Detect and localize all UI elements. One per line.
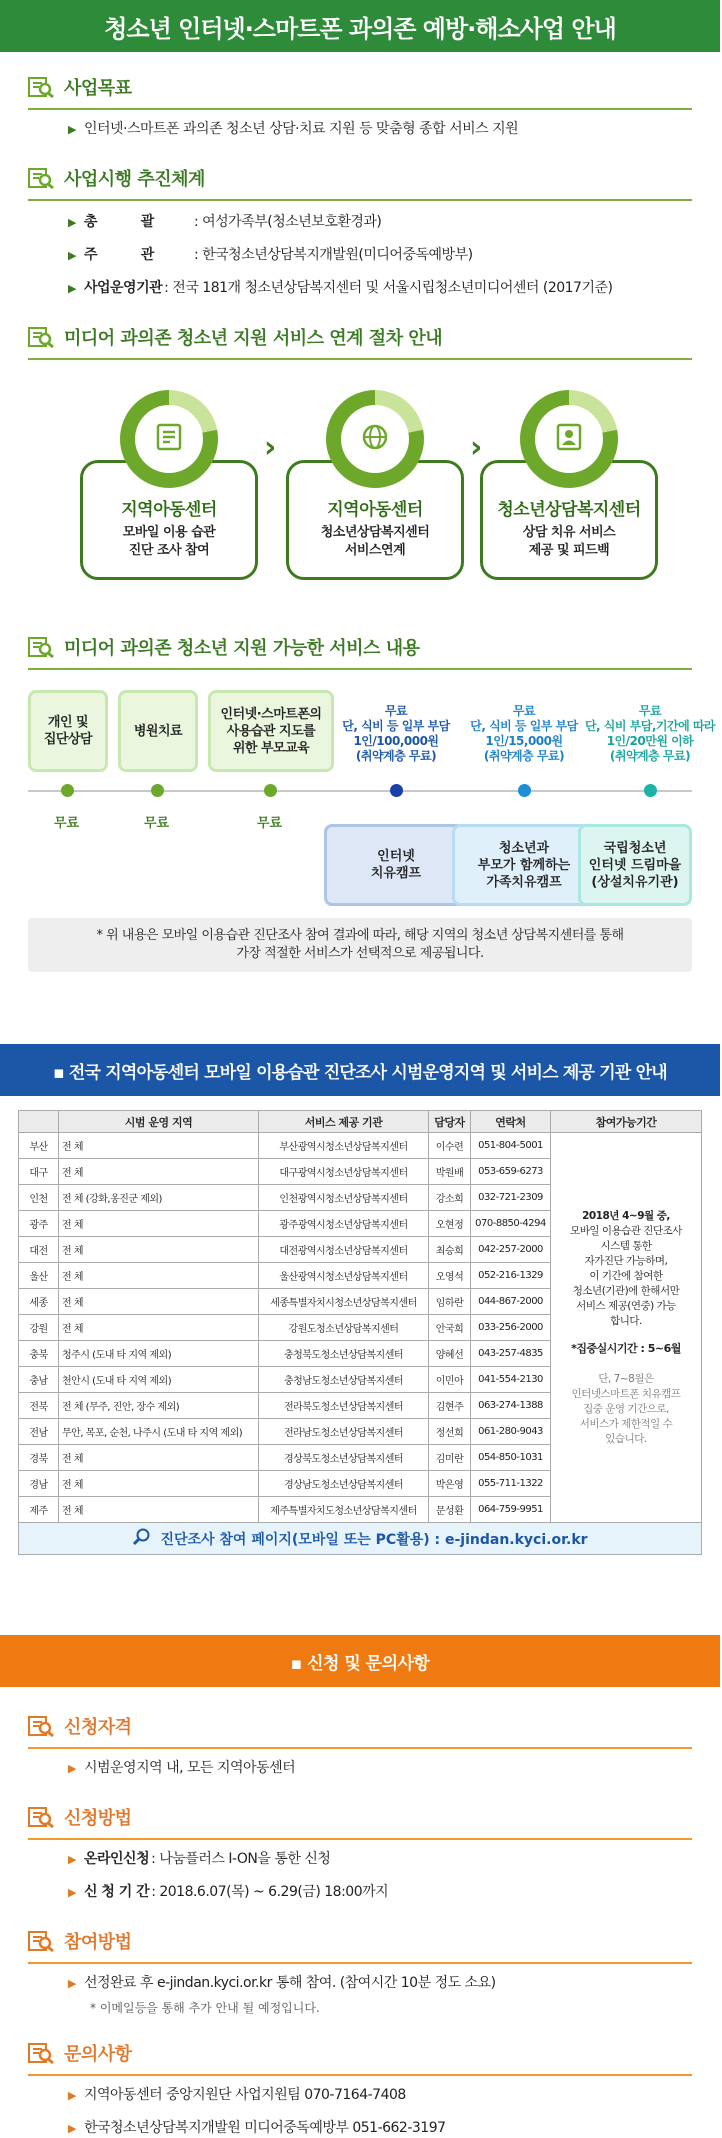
list-item: ▶ 시범운영지역 내, 모든 지역아동센터	[68, 1760, 296, 1776]
service-dream-village: 국립청소년 인터넷 드림마을 (상설치유기관)	[578, 824, 692, 906]
section-participation	[28, 1916, 692, 2016]
area-cell: 천안시 (도내 타 지역 제외)	[59, 1367, 259, 1393]
region-cell: 충남	[19, 1367, 59, 1393]
fee-label: 무료	[54, 816, 80, 831]
magnifier-doc-icon	[28, 76, 54, 98]
search-icon	[132, 1528, 152, 1550]
section-title: 참여방법	[64, 1932, 132, 1953]
phone-cell: 052-216-1329	[471, 1263, 551, 1289]
section-process	[28, 312, 692, 612]
phone-cell: 043-257-4835	[471, 1341, 551, 1367]
timeline-dot	[264, 784, 277, 797]
area-cell: 전 체	[59, 1237, 259, 1263]
section-eligibility	[28, 1701, 692, 1778]
area-cell: 전 체	[59, 1289, 259, 1315]
service-hospital: 병원치료	[118, 690, 198, 772]
agency-cell: 부산광역시청소년상담복지센터	[259, 1133, 429, 1159]
phone-cell: 051-804-5001	[471, 1133, 551, 1159]
phone-cell: 053-659-6273	[471, 1159, 551, 1185]
area-cell: 전 체	[59, 1211, 259, 1237]
section-title: 미디어 과의존 청소년 지원 서비스 연계 절차 안내	[64, 328, 443, 349]
note-text: * 이메일등을 통해 추가 안내 될 예정입니다.	[90, 2001, 320, 2015]
area-cell: 전 체	[59, 1159, 259, 1185]
section-method	[28, 1792, 692, 1902]
area-cell: 전 체 (무주, 진안, 장수 제외)	[59, 1393, 259, 1419]
step-circle	[120, 390, 218, 488]
area-cell: 전 체	[59, 1133, 259, 1159]
agency-cell: 광주광역시청소년상담복지센터	[259, 1211, 429, 1237]
section-header	[28, 312, 692, 360]
agency-cell: 강원도청소년상담복지센터	[259, 1315, 429, 1341]
person-icon	[554, 422, 584, 456]
phone-cell: 063-274-1388	[471, 1393, 551, 1419]
magnifier-doc-icon	[28, 636, 54, 658]
section-header	[28, 2028, 692, 2076]
list-item: ▶ 온라인신청 : 나눔플러스 I-ON을 통한 신청	[68, 1851, 331, 1867]
step-circle	[520, 390, 618, 488]
section-header	[28, 62, 692, 110]
region-cell: 세종	[19, 1289, 59, 1315]
timeline-dot	[390, 784, 403, 797]
manager-cell: 안국희	[429, 1315, 471, 1341]
region-cell: 부산	[19, 1133, 59, 1159]
list-item: ▶ 사업운영기관 : 전국 181개 청소년상담복지센터 및 서울시립청소년미디어센터 (2017기준)	[68, 280, 613, 296]
step-box: 지역아동센터 모바일 이용 습관 진단 조사 참여	[80, 460, 258, 580]
phone-cell: 033-256-2000	[471, 1315, 551, 1341]
agency-cell: 충청남도청소년상담복지센터	[259, 1367, 429, 1393]
list-item: ▶ 선정완료 후 e-jindan.kyci.or.kr 통해 참여. (참여시간 10분 정도 소요)	[68, 1975, 496, 1991]
region-cell: 울산	[19, 1263, 59, 1289]
region-cell: 대구	[19, 1159, 59, 1185]
manager-cell: 양혜선	[429, 1341, 471, 1367]
region-cell: 경북	[19, 1445, 59, 1471]
triangle-bullet-icon: ▶	[68, 123, 76, 136]
service-internet-camp: 인터넷 치유캠프	[324, 824, 468, 906]
manager-cell: 박원배	[429, 1159, 471, 1185]
agency-cell: 대구광역시청소년상담복지센터	[259, 1159, 429, 1185]
triangle-bullet-icon: ▶	[68, 1853, 76, 1866]
section-services	[28, 622, 716, 984]
timeline-dot	[151, 784, 164, 797]
step-box: 지역아동센터 청소년상담복지센터 서비스연계	[286, 460, 464, 580]
section-header	[28, 153, 692, 201]
triangle-bullet-icon: ▶	[68, 249, 76, 262]
magnifier-doc-icon	[28, 167, 54, 189]
list-item: ▶ 지역아동센터 중앙지원단 사업지원팀 070-7164-7408	[68, 2087, 406, 2103]
list-item: ▶ 인터넷·스마트폰 과의존 청소년 상담·치료 지원 등 맞춤형 종합 서비스 지원	[68, 121, 519, 137]
list-item: ▶ 한국청소년상담복지개발원 미디어중독예방부 051-662-3197	[68, 2120, 446, 2136]
area-cell: 무안, 목포, 순천, 나주시 (도내 타 지역 제외)	[59, 1419, 259, 1445]
document-icon	[154, 422, 184, 456]
section-title: 문의사항	[64, 2044, 132, 2065]
agency-cell: 제주특별자치도청소년상담복지센터	[259, 1497, 429, 1523]
phone-cell: 070-8850-4294	[471, 1211, 551, 1237]
section-goal	[28, 62, 692, 139]
area-cell: 전 체	[59, 1263, 259, 1289]
phone-cell: 032-721-2309	[471, 1185, 551, 1211]
triangle-bullet-icon: ▶	[68, 2089, 76, 2102]
region-cell: 대전	[19, 1237, 59, 1263]
agency-cell: 세종특별자치시청소년상담복지센터	[259, 1289, 429, 1315]
section-title: 사업시행 추진체계	[64, 169, 205, 190]
magnifier-doc-icon	[28, 326, 54, 348]
region-cell: 전북	[19, 1393, 59, 1419]
region-cell: 인천	[19, 1185, 59, 1211]
process-steps	[28, 372, 692, 612]
section-title: 사업목표	[64, 78, 132, 99]
period-cell: 2018년 4~9월 중, 모바일 이용습관 진단조사 시스템 통한 자가진단 가능하며, 이 기간에 참여한 청소년(기관)에 한해서만 서비스 제공(연중) 가능 합니다. *집중실시기간 : 5~6월 단, 7~8월은 인터넷스마트폰 치유캠프 집중 운영 기간으로, 서비스가 제한적일 수 있습니다.	[551, 1133, 702, 1523]
apply-section-title: ▪ 신청 및 문의사항	[0, 1635, 720, 1687]
magnifier-doc-icon	[28, 1715, 54, 1737]
phone-cell: 041-554-2130	[471, 1367, 551, 1393]
timeline-dot	[644, 784, 657, 797]
step-circle	[326, 390, 424, 488]
region-cell: 경남	[19, 1471, 59, 1497]
region-table: 시범 운영 지역 서비스 제공 기관 담당자 연락처 참여가능기간 부산 전 체 부산광역시청소년상담복지센터 이수련 051-804-5001 2018년 4~9월 중, 모바일 이용습관 진단조사 시스템 통한 자가진단 가능하며, 이 기간에 참여한 청소년(기관)에 한해서만 서비스 제공(연중) 가능 합니다. *집중실시기간 : 5~6월 단, 7~8월은 인터넷스마트폰 치유캠프 집중 운영 기간으로, 서비스가 제한적일 수 있습니다. 대구 전 체 대구광역시청소년상담복지센터 박원배 053-659-6273 인천 전 체 (강화,옹진군 제외) 인천광역시청소년상담복지센터 강소희 032-721-2309 광주 전 체 광주광역시청소년상담복지센터 오현정 070-8850-4294 대전 전 체 대전광역시청소년상담복지센터 최승희 042-257-2000 울산 전 체 울산광역시청소년상담복지센터 오영석 052-216-1329 세종 전 체 세종특별자치시청소년상담복지센터 임하란 044-867-2000 강원 전 체 강원도청소년상담복지센터 안국희 033-256-2000 충북 청주시 (도내 타 지역 제외) 충청북도청소년상담복지센터 양혜선 043-257-4835 충남 천안시 (도내 타 지역 제외) 충청남도청소년상담복지센터 이민아 041-554-2130 전북 전 체 (무주, 진안, 장수 제외) 전라북도청소년상담복지센터 김현주 063-274-1388 전남 무안, 목포, 순천, 나주시 (도내 타 지역 제외) 전라남도청소년상담복지센터 정선희 061-280-9043 경북 전 체 경상북도청소년상담복지센터 김미란 054-850-1031 경남 전 체 경상남도청소년상담복지센터 박은영 055-711-1322 제주 전 체 제주특별자치도청소년상담복지센터 문성환 064-759-9951	[18, 1110, 702, 1523]
agency-cell: 전라북도청소년상담복지센터	[259, 1393, 429, 1419]
phone-cell: 042-257-2000	[471, 1237, 551, 1263]
agency-cell: 대전광역시청소년상담복지센터	[259, 1237, 429, 1263]
page-title: 청소년 인터넷·스마트폰 과의존 예방·해소사업 안내	[0, 0, 720, 52]
manager-cell: 문성환	[429, 1497, 471, 1523]
agency-cell: 울산광역시청소년상담복지센터	[259, 1263, 429, 1289]
region-section-title: ▪ 전국 지역아동센터 모바일 이용습관 진단조사 시범운영지역 및 서비스 제공 기관 안내	[0, 1044, 720, 1096]
fee-text-2: 무료 단, 식비 등 일부 부담 1인/15,000원 (취약계층 무료)	[470, 704, 578, 763]
section-contact	[28, 2028, 692, 2138]
section-header	[28, 1916, 692, 1964]
triangle-bullet-icon: ▶	[68, 2122, 76, 2135]
manager-cell: 박은영	[429, 1471, 471, 1497]
area-cell: 전 체	[59, 1497, 259, 1523]
section-header	[28, 622, 692, 670]
section-header	[28, 1792, 692, 1840]
table-row	[19, 1133, 702, 1159]
magnifier-doc-icon	[28, 1806, 54, 1828]
manager-cell: 최승희	[429, 1237, 471, 1263]
chevron-right-icon: ›	[470, 430, 483, 465]
phone-cell: 054-850-1031	[471, 1445, 551, 1471]
area-cell: 전 체	[59, 1315, 259, 1341]
fee-label: 무료	[257, 816, 283, 831]
area-cell: 전 체 (강화,옹진군 제외)	[59, 1185, 259, 1211]
fee-label: 무료	[144, 816, 170, 831]
phone-cell: 061-280-9043	[471, 1419, 551, 1445]
area-cell: 전 체	[59, 1471, 259, 1497]
manager-cell: 이민아	[429, 1367, 471, 1393]
manager-cell: 정선희	[429, 1419, 471, 1445]
phone-cell: 044-867-2000	[471, 1289, 551, 1315]
manager-cell: 강소희	[429, 1185, 471, 1211]
manager-cell: 김미란	[429, 1445, 471, 1471]
area-cell: 전 체	[59, 1445, 259, 1471]
service-family-camp: 청소년과 부모가 함께하는 가족치유캠프	[452, 824, 596, 906]
phone-cell: 064-759-9951	[471, 1497, 551, 1523]
timeline-dot	[61, 784, 74, 797]
fee-text-3: 무료 단, 식비 부담,기간에 따라 1인/20만원 이하 (취약계층 무료)	[584, 704, 716, 763]
region-cell: 광주	[19, 1211, 59, 1237]
magnifier-doc-icon	[28, 2042, 54, 2064]
globe-icon	[360, 422, 390, 456]
section-header	[28, 1701, 692, 1749]
section-structure	[28, 153, 692, 298]
section-title: 신청방법	[64, 1808, 132, 1829]
section-title: 미디어 과의존 청소년 지원 가능한 서비스 내용	[64, 638, 420, 659]
section-title: 신청자격	[64, 1717, 132, 1738]
agency-cell: 전라남도청소년상담복지센터	[259, 1419, 429, 1445]
triangle-bullet-icon: ▶	[68, 216, 76, 229]
service-parent-education: 인터넷·스마트폰의 사용습관 지도를 위한 부모교육	[208, 690, 334, 772]
triangle-bullet-icon: ▶	[68, 282, 76, 295]
agency-cell: 경상북도청소년상담복지센터	[259, 1445, 429, 1471]
region-cell: 전남	[19, 1419, 59, 1445]
notice-box: * 위 내용은 모바일 이용습관 진단조사 참여 결과에 따라, 해당 지역의 청소년 상담복지센터를 통해 가장 적절한 서비스가 선택적으로 제공됩니다.	[28, 918, 692, 972]
timeline-dot	[518, 784, 531, 797]
region-cell: 충북	[19, 1341, 59, 1367]
agency-cell: 인천광역시청소년상담복지센터	[259, 1185, 429, 1211]
fee-text-1: 무료 단, 식비 등 일부 부담 1인/100,000원 (취약계층 무료)	[342, 704, 450, 763]
manager-cell: 이수련	[429, 1133, 471, 1159]
list-item: ▶ 신 청 기 간 : 2018.6.07(목) ~ 6.29(금) 18:00까지	[68, 1884, 389, 1900]
diagnosis-link[interactable]: 진단조사 참여 페이지(모바일 또는 PC활용) : e-jindan.kyci.or.kr	[18, 1523, 702, 1555]
step-box: 청소년상담복지센터 상담 치유 서비스 제공 및 피드백	[480, 460, 658, 580]
magnifier-doc-icon	[28, 1930, 54, 1952]
list-item: ▶ 주 관 : 한국청소년상담복지개발원(미디어중독예방부)	[68, 247, 473, 263]
services-diagram	[28, 684, 716, 984]
manager-cell: 오영석	[429, 1263, 471, 1289]
agency-cell: 충청북도청소년상담복지센터	[259, 1341, 429, 1367]
area-cell: 청주시 (도내 타 지역 제외)	[59, 1341, 259, 1367]
manager-cell: 오현정	[429, 1211, 471, 1237]
list-item: ▶ 총 괄 : 여성가족부(청소년보호환경과)	[68, 214, 382, 230]
triangle-bullet-icon: ▶	[68, 1977, 76, 1990]
region-cell: 강원	[19, 1315, 59, 1341]
triangle-bullet-icon: ▶	[68, 1762, 76, 1775]
agency-cell: 경상남도청소년상담복지센터	[259, 1471, 429, 1497]
region-cell: 제주	[19, 1497, 59, 1523]
chevron-right-icon: ›	[264, 430, 277, 465]
phone-cell: 055-711-1322	[471, 1471, 551, 1497]
manager-cell: 임하란	[429, 1289, 471, 1315]
service-counseling: 개인 및 집단상담	[28, 690, 108, 772]
triangle-bullet-icon: ▶	[68, 1886, 76, 1899]
timeline	[28, 790, 692, 792]
manager-cell: 김현주	[429, 1393, 471, 1419]
